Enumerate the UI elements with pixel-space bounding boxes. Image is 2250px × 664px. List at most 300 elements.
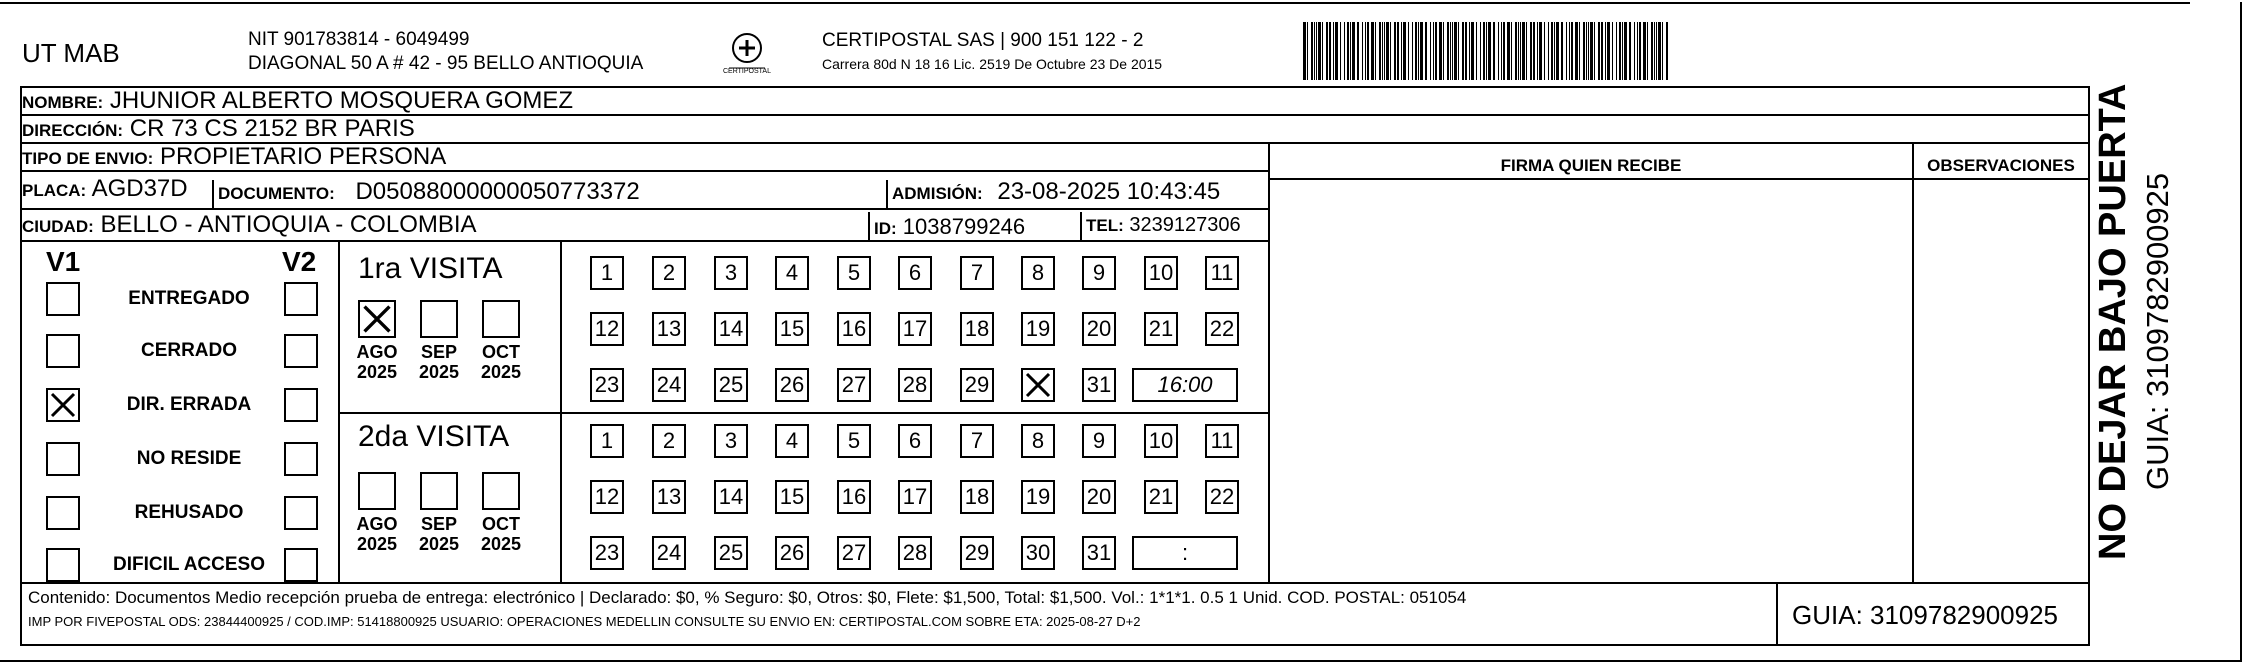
- barcode-bar: [1515, 22, 1517, 80]
- day-box[interactable]: [898, 480, 932, 514]
- day-box[interactable]: [1082, 368, 1116, 402]
- barcode-bar: [1384, 22, 1385, 80]
- barcode-bar: [1530, 22, 1532, 80]
- barcode-bar: [1622, 22, 1623, 80]
- barcode-bar: [1326, 22, 1328, 80]
- day-box[interactable]: [590, 480, 624, 514]
- day-number: 17: [902, 316, 928, 341]
- barcode-bar: [1390, 22, 1391, 80]
- tel-divider: [1080, 212, 1082, 242]
- status-label: DIR. ERRADA: [126, 394, 252, 415]
- barcode-bar: [1333, 22, 1334, 80]
- day-number: 29: [964, 372, 990, 397]
- day-box[interactable]: [1144, 312, 1178, 346]
- company-address: Carrera 80d N 18 16 Lic. 2519 De Octubre 23 De 2015: [822, 56, 1163, 72]
- barcode-bar: [1394, 22, 1396, 80]
- barcode-bar: [1569, 22, 1570, 80]
- day-box[interactable]: [652, 536, 686, 570]
- barcode-bar: [1447, 22, 1449, 80]
- day-box[interactable]: [1082, 312, 1116, 346]
- day-number: 7: [970, 260, 984, 285]
- row-nombre: [22, 88, 2088, 116]
- footer-line1: Contenido: Documentos Medio recepción prueba de entrega: electrónico | Declarado: $0, % Seguro: $0, Otros: $0, Flete: $1,500, Total: $1,500. Vol.: 1*1*1. 0.5 1 Unid. COD. POSTAL: 051054: [28, 588, 1467, 607]
- direccion-value: CR 73 CS 2152 BR PARIS: [129, 115, 415, 142]
- id-field: [874, 214, 1025, 240]
- barcode-bar: [1624, 22, 1627, 80]
- barcode-bar: [1430, 22, 1431, 80]
- barcode-bar: [1412, 22, 1413, 80]
- observaciones-area[interactable]: [1916, 182, 2086, 580]
- barcode-bar: [1347, 22, 1349, 80]
- day-box[interactable]: [1144, 480, 1178, 514]
- barcode-bar: [1544, 22, 1545, 80]
- barcode-bar: [1483, 22, 1485, 80]
- barcode-bar: [1329, 22, 1331, 80]
- barcode-bar: [1425, 22, 1427, 80]
- v2-header: V2: [282, 246, 317, 277]
- day-number: 31: [1086, 372, 1112, 397]
- year-label: 2025: [480, 362, 522, 382]
- day-box[interactable]: [837, 536, 871, 570]
- month-label: AGO: [356, 342, 398, 362]
- bottom-border-line: [0, 660, 2242, 662]
- day-number: 16: [841, 484, 867, 509]
- day-number: 11: [1210, 428, 1234, 453]
- status-label: NO RESIDE: [136, 448, 242, 469]
- day-number: 28: [902, 372, 928, 397]
- day-box[interactable]: [775, 368, 809, 402]
- day-box[interactable]: [1021, 424, 1055, 458]
- row-ciudad: [22, 210, 1270, 242]
- time-box[interactable]: [1132, 536, 1238, 570]
- barcode-bar: [1382, 22, 1383, 80]
- day-box[interactable]: [1082, 256, 1116, 290]
- day-box[interactable]: [590, 536, 624, 570]
- barcode-bar: [1316, 22, 1317, 80]
- day-number: 10: [1148, 428, 1174, 453]
- no-dejar-text: NO DEJAR BAJO PUERTA: [2092, 83, 2134, 560]
- day-box[interactable]: [898, 312, 932, 346]
- day-box[interactable]: [714, 368, 748, 402]
- day-number: 12: [594, 484, 620, 509]
- day-box[interactable]: [960, 536, 994, 570]
- day-box[interactable]: [590, 368, 624, 402]
- status-label: ENTREGADO: [128, 288, 250, 309]
- barcode-bar: [1588, 22, 1589, 80]
- certipostal-logo-icon: [725, 30, 769, 80]
- day-box[interactable]: [714, 536, 748, 570]
- documento-field: [218, 178, 640, 206]
- side-guia: [2140, 130, 2180, 490]
- barcode-bar: [1556, 22, 1559, 80]
- month-checkbox[interactable]: [420, 472, 458, 510]
- tipo-value: PROPIETARIO PERSONA: [159, 143, 447, 170]
- status-label: DIFICIL ACCESO: [112, 554, 265, 575]
- barcode-bar: [1367, 22, 1369, 80]
- logo-text: CERTIPOSTAL: [723, 68, 771, 75]
- day-box[interactable]: [837, 368, 871, 402]
- first-visit-title: 1ra VISITA: [358, 252, 503, 285]
- v2-checkbox[interactable]: [284, 282, 318, 316]
- day-number: 20: [1086, 316, 1112, 341]
- firma-area[interactable]: [1272, 182, 1910, 580]
- v2-checkbox[interactable]: [284, 334, 318, 368]
- barcode-bar: [1452, 22, 1453, 80]
- barcode-bar: [1340, 22, 1341, 80]
- barcode-bar: [1480, 22, 1481, 80]
- day-number: 5: [847, 260, 861, 285]
- day-box[interactable]: [837, 256, 871, 290]
- day-box[interactable]: [714, 424, 748, 458]
- barcode-bar: [1548, 22, 1549, 80]
- footer-top-line: [22, 582, 2088, 584]
- barcode-bar: [1639, 22, 1641, 80]
- day-number: 9: [1092, 260, 1106, 285]
- day-number: 22: [1209, 484, 1235, 509]
- day-number: 8: [1031, 260, 1045, 285]
- barcode-bar: [1571, 22, 1573, 80]
- barcode-bar: [1533, 22, 1535, 80]
- day-box[interactable]: [960, 368, 994, 402]
- barcode-bar: [1537, 22, 1538, 80]
- day-number: 27: [841, 372, 867, 397]
- day-number: 21: [1148, 484, 1174, 509]
- footer-guia: GUIA: 3109782900925: [1792, 600, 2058, 630]
- barcode-bar: [1443, 22, 1444, 80]
- barcode-bar: [1511, 22, 1512, 80]
- v1-checkbox[interactable]: [46, 282, 80, 316]
- day-number: 1: [600, 428, 614, 453]
- barcode-bar: [1401, 22, 1402, 80]
- day-box[interactable]: [1082, 536, 1116, 570]
- day-number: 13: [656, 484, 682, 509]
- barcode-bar: [1598, 22, 1600, 80]
- day-number: 29: [964, 540, 990, 565]
- year-label: 2025: [418, 534, 460, 554]
- day-box[interactable]: [1144, 424, 1178, 458]
- day-box[interactable]: [960, 256, 994, 290]
- day-number: 20: [1086, 484, 1112, 509]
- day-box[interactable]: [775, 424, 809, 458]
- barcode-bar: [1658, 22, 1661, 80]
- day-number: 25: [718, 372, 744, 397]
- day-box[interactable]: [1205, 424, 1239, 458]
- row-tipo: [22, 144, 1270, 172]
- day-box[interactable]: [960, 312, 994, 346]
- barcode-bar: [1501, 22, 1502, 80]
- barcode-bar: [1601, 22, 1603, 80]
- v1-checkbox[interactable]: [46, 548, 80, 582]
- barcode-bar: [1465, 22, 1467, 80]
- day-box[interactable]: [1205, 256, 1239, 290]
- barcode-bar: [1579, 22, 1580, 80]
- month-label: OCT: [482, 342, 520, 362]
- v1-checkbox[interactable]: [46, 442, 80, 476]
- day-number: 23: [594, 540, 620, 565]
- day-number: 9: [1092, 428, 1106, 453]
- day-number: 26: [779, 540, 805, 565]
- barcode-bar: [1518, 22, 1519, 80]
- no-dejar-bajo-puerta: [2092, 80, 2142, 560]
- barcode-bar: [1439, 22, 1442, 80]
- year-label: 2025: [480, 534, 522, 554]
- day-number: 27: [841, 540, 867, 565]
- month-checkbox[interactable]: [482, 300, 520, 338]
- barcode-bar: [1586, 22, 1587, 80]
- id-label: ID:: [874, 219, 897, 238]
- barcode-bar: [1307, 22, 1308, 80]
- day-number: 16: [841, 316, 867, 341]
- nombre-value: JHUNIOR ALBERTO MOSQUERA GOMEZ: [109, 87, 574, 114]
- barcode-bar: [1365, 22, 1366, 80]
- barcode-bar: [1386, 22, 1389, 80]
- day-box[interactable]: [714, 256, 748, 290]
- time-box[interactable]: [1132, 368, 1238, 402]
- barcode-bar: [1507, 22, 1510, 80]
- barcode-bar: [1486, 22, 1487, 80]
- barcode-bar: [1450, 22, 1451, 80]
- footer-line2: IMP POR FIVEPOSTAL ODS: 23844400925 / COD.IMP: 51418800925 USUARIO: OPERACIONES MEDELLIN CONSULTE SU ENVIO EN: CERTIPOSTAL.COM SOBRE ETA: 2025-08-27 D+2: [28, 614, 1141, 629]
- firma-label: FIRMA QUIEN RECIBE: [1500, 156, 1682, 175]
- barcode-bar: [1471, 22, 1474, 80]
- day-box[interactable]: [1205, 480, 1239, 514]
- barcode-bar: [1303, 22, 1306, 80]
- admision-field: [892, 178, 1220, 206]
- day-number: 3: [724, 428, 738, 453]
- barcode-bar: [1498, 22, 1499, 80]
- day-box[interactable]: [1082, 424, 1116, 458]
- barcode-bar: [1647, 22, 1648, 80]
- v2-checkbox[interactable]: [284, 388, 318, 422]
- barcode-bar: [1651, 22, 1653, 80]
- day-number: 24: [656, 372, 682, 397]
- month-checkbox[interactable]: [358, 472, 396, 510]
- sign-header-line: [1270, 178, 2088, 180]
- day-number: 14: [718, 316, 744, 341]
- placa-label: PLACA:: [22, 181, 87, 200]
- day-box[interactable]: [898, 424, 932, 458]
- day-number: 8: [1031, 428, 1045, 453]
- day-number: 15: [779, 484, 805, 509]
- barcode: [1303, 22, 1943, 80]
- day-number: 3: [724, 260, 738, 285]
- day-box[interactable]: [1021, 256, 1055, 290]
- day-box[interactable]: [960, 424, 994, 458]
- day-number: 2: [662, 260, 676, 285]
- day-number: 30: [1025, 540, 1051, 565]
- day-box[interactable]: [837, 424, 871, 458]
- day-number: 7: [970, 428, 984, 453]
- ciudad-value: BELLO - ANTIOQUIA - COLOMBIA: [100, 211, 477, 238]
- barcode-bar: [1656, 22, 1657, 80]
- barcode-bar: [1488, 22, 1491, 80]
- barcode-bar: [1476, 22, 1477, 80]
- barcode-bar: [1629, 22, 1631, 80]
- barcode-bar: [1607, 22, 1610, 80]
- v1-header: V1: [46, 246, 81, 277]
- barcode-bar: [1539, 22, 1542, 80]
- barcode-bar: [1634, 22, 1635, 80]
- barcode-bar: [1493, 22, 1495, 80]
- visit-split-line: [340, 412, 1268, 414]
- right-border-line: [2240, 2, 2242, 662]
- day-box[interactable]: [1144, 256, 1178, 290]
- day-box[interactable]: [1021, 536, 1055, 570]
- admision-value: 23-08-2025 10:43:45: [997, 178, 1221, 205]
- barcode-bar: [1418, 22, 1419, 80]
- day-box[interactable]: [652, 424, 686, 458]
- barcode-bar: [1662, 22, 1663, 80]
- id-value: 1038799246: [902, 214, 1026, 239]
- day-number: 24: [656, 540, 682, 565]
- day-box[interactable]: [1205, 312, 1239, 346]
- day-box[interactable]: [652, 368, 686, 402]
- barcode-bar: [1462, 22, 1464, 80]
- day-number: 2: [662, 428, 676, 453]
- barcode-bar: [1397, 22, 1399, 80]
- year-label: 2025: [418, 362, 460, 382]
- barcode-bar: [1561, 22, 1563, 80]
- barcode-bar: [1311, 22, 1313, 80]
- day-number: 14: [718, 484, 744, 509]
- v1-checkbox[interactable]: [46, 388, 80, 422]
- barcode-bar: [1415, 22, 1417, 80]
- barcode-bar: [1605, 22, 1606, 80]
- tel-label: TEL:: [1086, 216, 1124, 235]
- v2-checkbox[interactable]: [284, 442, 318, 476]
- barcode-bar: [1575, 22, 1578, 80]
- day-number: 15: [779, 316, 805, 341]
- ciudad-label: CIUDAD:: [22, 217, 94, 236]
- day-box[interactable]: [837, 312, 871, 346]
- second-visit-title: 2da VISITA: [358, 420, 510, 453]
- day-box[interactable]: [775, 312, 809, 346]
- sender-nit: NIT 901783814 - 6049499: [248, 29, 470, 50]
- tipo-label: TIPO DE ENVIO:: [22, 149, 154, 168]
- top-border-line: [0, 2, 2190, 4]
- day-box[interactable]: [590, 312, 624, 346]
- day-number: 10: [1148, 260, 1174, 285]
- barcode-bar: [1435, 22, 1437, 80]
- month-checkbox[interactable]: [482, 472, 520, 510]
- day-number: 21: [1148, 316, 1174, 341]
- side-guia-text: GUIA: 3109782900925: [2140, 172, 2175, 490]
- time-value: 16:00: [1157, 372, 1213, 397]
- barcode-bar: [1350, 22, 1351, 80]
- day-box[interactable]: [590, 256, 624, 290]
- barcode-bar: [1594, 22, 1595, 80]
- barcode-bar: [1403, 22, 1406, 80]
- day-number: 26: [779, 372, 805, 397]
- barcode-bar: [1408, 22, 1409, 80]
- day-box[interactable]: [590, 424, 624, 458]
- barcode-bar: [1469, 22, 1470, 80]
- day-number: 23: [594, 372, 620, 397]
- day-box[interactable]: [1082, 480, 1116, 514]
- barcode-bar: [1616, 22, 1617, 80]
- day-box[interactable]: [714, 480, 748, 514]
- day-number: 18: [964, 484, 990, 509]
- v2-checkbox[interactable]: [284, 496, 318, 530]
- day-number: 6: [908, 428, 922, 453]
- day-number: 1: [600, 260, 614, 285]
- barcode-bar: [1371, 22, 1374, 80]
- barcode-bar: [1335, 22, 1338, 80]
- barcode-bar: [1619, 22, 1621, 80]
- barcode-bar: [1379, 22, 1381, 80]
- month-label: SEP: [420, 342, 458, 362]
- month-label: AGO: [356, 514, 398, 534]
- barcode-bar: [1362, 22, 1363, 80]
- day-box[interactable]: [775, 256, 809, 290]
- observaciones-label: OBSERVACIONES: [1927, 156, 2075, 175]
- day-number: 11: [1210, 260, 1234, 285]
- day-box[interactable]: [898, 368, 932, 402]
- barcode-bar: [1318, 22, 1321, 80]
- day-box[interactable]: [652, 312, 686, 346]
- barcode-bar: [1583, 22, 1585, 80]
- v1-checkbox[interactable]: [46, 334, 80, 368]
- company-name: CERTIPOSTAL SAS | 900 151 122 - 2: [822, 30, 1144, 51]
- day-box[interactable]: [1021, 312, 1055, 346]
- day-box[interactable]: [898, 536, 932, 570]
- barcode-bar: [1612, 22, 1613, 80]
- barcode-bar: [1666, 22, 1668, 80]
- year-label: 2025: [356, 534, 398, 554]
- day-box[interactable]: [652, 480, 686, 514]
- day-box[interactable]: [898, 256, 932, 290]
- v1-checkbox[interactable]: [46, 496, 80, 530]
- day-box[interactable]: [960, 480, 994, 514]
- barcode-bar: [1352, 22, 1355, 80]
- month-checkbox[interactable]: [420, 300, 458, 338]
- admision-divider: [886, 180, 888, 210]
- month-label: SEP: [420, 514, 458, 534]
- status-label: REHUSADO: [134, 502, 244, 523]
- day-number: 13: [656, 316, 682, 341]
- day-box[interactable]: [1021, 368, 1055, 402]
- day-number: 28: [902, 540, 928, 565]
- day-number: 18: [964, 316, 990, 341]
- day-number: 5: [847, 428, 861, 453]
- day-number: 19: [1025, 316, 1051, 341]
- barcode-bar: [1433, 22, 1434, 80]
- barcode-bar: [1503, 22, 1505, 80]
- barcode-bar: [1344, 22, 1345, 80]
- time-value: :: [1181, 540, 1189, 565]
- month-checkbox[interactable]: [358, 300, 396, 338]
- v2-checkbox[interactable]: [284, 548, 318, 582]
- documento-label: DOCUMENTO:: [218, 184, 335, 203]
- day-number: 31: [1086, 540, 1112, 565]
- day-box[interactable]: [714, 312, 748, 346]
- year-label: 2025: [356, 362, 398, 382]
- day-number: 22: [1209, 316, 1235, 341]
- barcode-bar: [1566, 22, 1567, 80]
- day-box[interactable]: [837, 480, 871, 514]
- obs-divider: [1912, 144, 1914, 582]
- day-box[interactable]: [775, 536, 809, 570]
- nombre-label: NOMBRE:: [22, 93, 104, 112]
- barcode-bar: [1590, 22, 1593, 80]
- documento-value: D05088000000050773372: [355, 178, 640, 205]
- day-box[interactable]: [775, 480, 809, 514]
- day-box[interactable]: [1021, 480, 1055, 514]
- id-divider: [868, 212, 870, 242]
- tel-field: [1086, 214, 1241, 237]
- day-number: 19: [1025, 484, 1051, 509]
- day-box[interactable]: [652, 256, 686, 290]
